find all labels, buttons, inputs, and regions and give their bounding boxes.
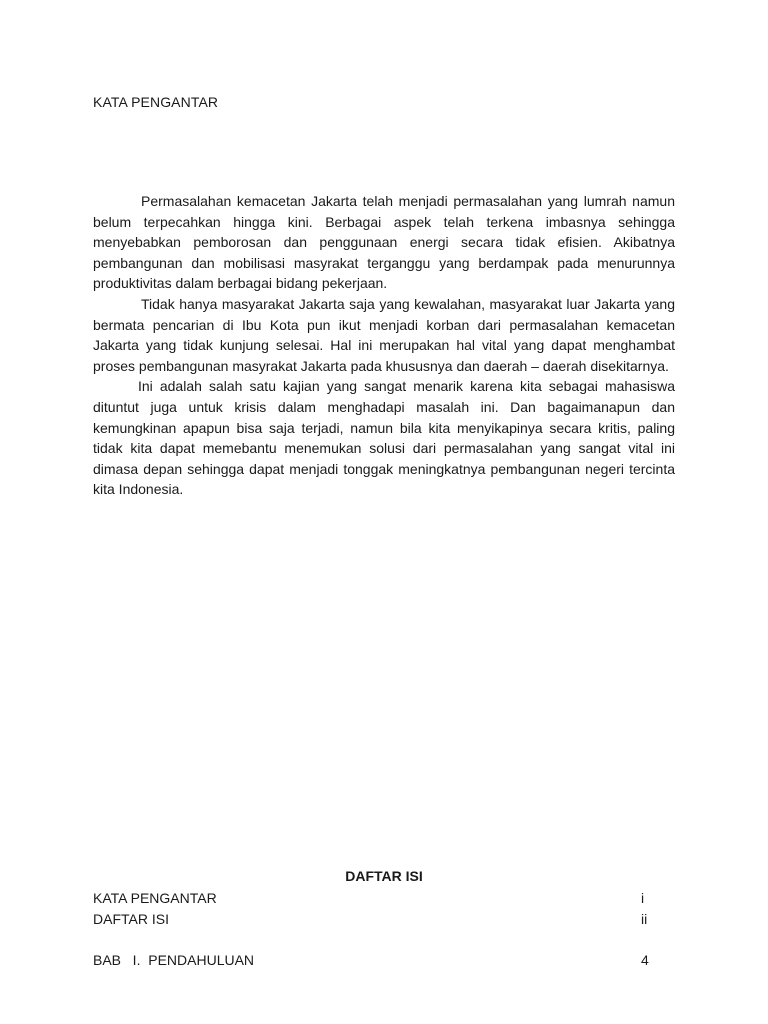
toc-entry-label: BAB I. PENDAHULUAN <box>93 952 255 968</box>
toc-entry-page: i <box>641 890 645 906</box>
page-heading: KATA PENGANTAR <box>93 94 219 110</box>
toc-entry-label: KATA PENGANTAR <box>93 890 217 906</box>
preface-body <box>93 191 675 500</box>
preface-paragraph: Permasalahan kemacetan Jakarta telah menjadi permasalahan yang lumrah namun belum terpecahkan hingga kini. Berbagai aspek telah terkena imbasnya sehingga menyebabkan pemborosan dan penggunaan energi secara tidak efisien. Akibatnya pembangunan dan mobilisasi masyrakat terganggu yang berdampak pada menurunnya produktivitas dalam berbagai bidang pekerjaan. <box>93 193 675 292</box>
toc-entry-label: DAFTAR ISI <box>93 911 169 927</box>
toc-entry-page: ii <box>641 911 648 927</box>
toc-entry-page: 4 <box>641 952 649 968</box>
preface-paragraph: Ini adalah salah satu kajian yang sangat menarik karena kita sebagai mahasiswa dituntut juga untuk krisis dalam menghadapi masalah ini. Dan bagaimanapun dan kemungkinan apapun bisa saja terjadi, namun bila kita menyikapinya secara kritis, paling tidak kita dapat memebantu menemukan solusi dari permasalahan yang sangat vital ini dimasa depan sehingga dapat menjadi tonggak meningkatnya pembangunan negeri tercinta kita Indonesia. <box>93 378 675 498</box>
toc-entry <box>93 952 653 972</box>
toc-entry <box>93 890 653 910</box>
toc-title: DAFTAR ISI <box>345 868 423 884</box>
preface-paragraph: Tidak hanya masyarakat Jakarta saja yang kewalahan, masyarakat luar Jakarta yang bermata pencarian di Ibu Kota pun ikut menjadi korban dari permasalahan kemacetan Jakarta yang tidak kunjung selesai. Hal ini merupakan hal vital yang dapat menghambat proses pembangunan masyrakat Jakarta pada khususnya dan daerah – daerah disekitarnya. <box>93 295 675 374</box>
toc-entry <box>93 911 653 931</box>
